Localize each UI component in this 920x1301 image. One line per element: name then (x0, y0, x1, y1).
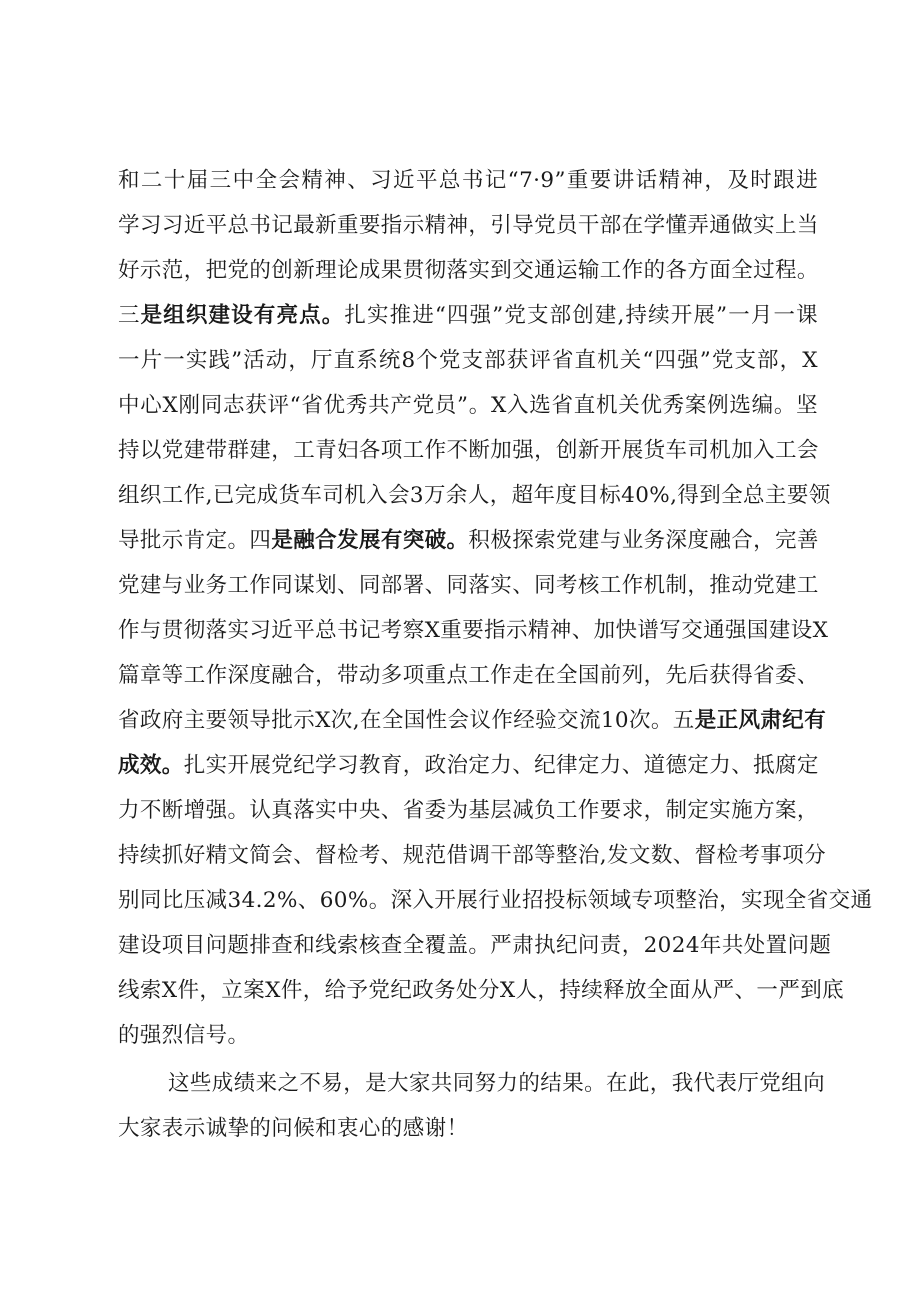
body-text: 扎实开展党纪学习教育，政治定力、纪律定力、道德定力、抵腐定 (183, 753, 819, 778)
text-line (118, 391, 818, 421)
body-text: 作与贯彻落实习近平总书记考察X重要指示精神、加快谱写交通强国建设X (118, 618, 829, 643)
body-text: 力不断增强。认真落实中央、省委为基层减负工作要求，制定实施方案， (118, 798, 819, 823)
body-text: 持以党建带群建，工青妇各项工作不断加强，创新开展货车司机加入工会 (118, 438, 819, 463)
body-text: 篇章等工作深度融合，带动多项重点工作走在全国前列，先后获得省委、 (118, 663, 819, 688)
text-line (118, 841, 827, 871)
body-text: 导批示肯定。四 (118, 528, 272, 553)
text-line (118, 796, 818, 826)
text-line (118, 481, 831, 511)
body-text: 一片一实践”活动，厅直系统8个党支部获评省直机关“四强”党支部，X (118, 348, 818, 373)
text-line (118, 571, 818, 601)
text-line (118, 166, 818, 196)
text-line (118, 616, 829, 646)
text-line (118, 436, 818, 466)
body-text: 好示范，把党的创新理论成果贯彻落实到交通运输工作的各方面全过程。 (118, 258, 819, 283)
text-line (118, 526, 818, 556)
text-line (118, 1114, 818, 1144)
body-text: 线索X件，立案X件，给予党纪政务处分X人，持续释放全面从严、一严到底 (118, 978, 845, 1003)
body-text: 省政府主要领导批示X次,在全国性会议作经验交流10次。五 (118, 708, 695, 733)
text-line (118, 976, 845, 1006)
body-text: 和二十届三中全会精神、习近平总书记“7·9”重要讲话精神，及时跟进 (118, 168, 818, 193)
body-text: 党建与业务工作同谋划、同部署、同落实、同考核工作机制，推动党建工 (118, 573, 819, 598)
body-text: 别同比压减34.2%、60%。深入开展行业招投标领域专项整治，实现全省交通 (118, 888, 873, 913)
body-text: 这些成绩来之不易，是大家共同努力的结果。在此，我代表厅党组向 (168, 1071, 826, 1096)
body-text: 学习习近平总书记最新重要指示精神，引导党员干部在学懂弄通做实上当 (118, 213, 819, 238)
body-text: 扎实推进“四强”党支部创建,持续开展”一月一课 (344, 303, 818, 328)
text-line (118, 751, 818, 781)
text-line (118, 1021, 818, 1051)
text-line (118, 256, 818, 286)
body-text: 中心X刚同志获评“省优秀共产党员”。X入选省直机关优秀案例选编。坚 (118, 393, 818, 418)
bold-heading-text: 成效。 (118, 753, 184, 778)
body-text: 三 (118, 303, 141, 328)
body-text: 建设项目问题排查和线索核查全覆盖。严肃执纪问责，2024年共处置问题 (118, 933, 832, 958)
bold-heading-text: 是融合发展有突破。 (271, 528, 469, 553)
text-line (118, 661, 818, 691)
text-line (168, 1069, 826, 1099)
text-line (118, 346, 818, 376)
body-text: 积极探索党建与业务深度融合，完善 (468, 528, 819, 553)
body-text: 持续抓好精文简会、督检考、规范借调干部等整治,发文数、督检考事项分 (118, 843, 827, 868)
bold-heading-text: 是正风肃纪有 (694, 708, 827, 733)
text-line (118, 211, 818, 241)
body-text: 的强烈信号。 (118, 1023, 250, 1048)
text-line (118, 706, 827, 736)
text-line (118, 931, 832, 961)
text-line (118, 301, 818, 331)
bold-heading-text: 是组织建设有亮点。 (140, 303, 345, 328)
text-line (118, 886, 873, 916)
body-text: 大家表示诚挚的问候和衷心的感谢！ (118, 1116, 469, 1141)
body-text: 组织工作,已完成货车司机入会3万余人，超年度目标40%,得到全总主要领 (118, 483, 831, 508)
